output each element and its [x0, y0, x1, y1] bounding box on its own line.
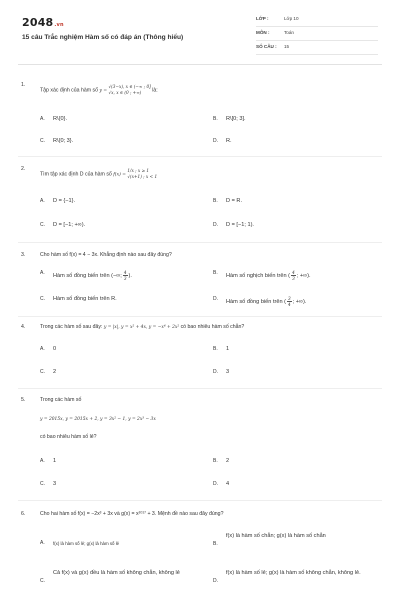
option-text: R\{0}.: [53, 116, 67, 122]
stem-equals: =: [103, 88, 108, 94]
option-text: D = [−1; +∞).: [53, 222, 86, 228]
question-divider: [18, 242, 382, 243]
logo-text: 2048: [22, 16, 54, 29]
option-label: A.: [40, 116, 45, 122]
option-label: C.: [40, 481, 45, 487]
logo-suffix: .vn: [54, 22, 64, 28]
option-text: [226, 296, 306, 307]
stem-text-post: có bao nhiêu hàm số chẵn?: [180, 324, 245, 330]
question-stem: Trong các hàm số: [40, 397, 82, 403]
meta-key: SỐ CÂU :: [256, 44, 277, 49]
question-stem: [40, 84, 370, 96]
option-label: A.: [40, 198, 45, 204]
question-number: 4.: [21, 324, 26, 330]
option-label: D.: [213, 369, 218, 375]
fraction-numerator: 4: [292, 270, 295, 275]
option-text: 4: [226, 481, 230, 487]
stem-text: Tập xác định của hàm số: [40, 87, 98, 94]
meta-row-count: [256, 42, 378, 55]
fraction-numerator: 3: [288, 296, 291, 301]
option-label: B.: [213, 116, 218, 122]
option-text-pre: Hàm số đồng biến trên (−∞;: [53, 272, 122, 279]
stem-math-text: y = 2015x, y = 2015x + 2, y = 3x² − 1, y = 2x³ − 3x: [40, 417, 156, 422]
question-number: 5.: [21, 397, 26, 403]
piecewise-function: [109, 84, 151, 96]
option-text: f(x) là hàm số chẵn; g(x) là hàm số chẵn: [226, 533, 326, 539]
document-title: 15 câu Trắc nghiệm Hàm số có đáp án (Thông hiểu): [22, 34, 184, 41]
meta-row-subject: [256, 28, 378, 41]
question-stem: Cho hàm số f(x) = 4 − 3x. Khẳng định nào sau đây đúng?: [40, 252, 172, 258]
piece-2: √(x+1) ; x < 1: [127, 174, 158, 179]
option-text-pre: Hàm số nghịch biến trên (: [226, 272, 291, 279]
option-label: B.: [213, 346, 218, 352]
option-text: D = [−1; 1).: [226, 222, 254, 228]
option-label: C.: [40, 296, 45, 302]
fraction: [123, 270, 128, 281]
option-label: C.: [40, 369, 45, 375]
meta-value: Toán: [284, 30, 294, 35]
option-text: [226, 270, 311, 281]
option-label: A.: [40, 270, 45, 276]
option-label: A.: [40, 458, 45, 464]
option-text: R.: [226, 138, 232, 144]
option-text: Cả f(x) và g(x) đều là hàm số không chẵn, không lẻ: [53, 570, 180, 576]
option-text: 2: [226, 458, 230, 464]
option-label: D.: [213, 578, 218, 584]
option-text: 2: [53, 369, 57, 375]
fraction-denominator: 3: [123, 276, 127, 281]
meta-key: MÔN :: [256, 30, 270, 35]
meta-value: 15: [284, 44, 290, 49]
fraction-denominator: 3: [292, 276, 295, 281]
stem-math: [40, 416, 370, 423]
option-label: D.: [213, 296, 218, 302]
option-label: B.: [213, 458, 218, 464]
option-text-pre: Hàm số đồng biến trên (: [226, 298, 287, 305]
option-text: 1: [226, 346, 230, 352]
option-label: C.: [40, 222, 45, 228]
option-text: 3: [226, 369, 230, 375]
piece-1: 1/x ; x ≥ 1: [127, 168, 150, 173]
option-text: 0: [53, 346, 57, 352]
question-stem: Cho hai hàm số f(x) = −2x³ + 3x và g(x) = x²⁰¹⁷ + 3. Mệnh đề nào sau đây đúng?: [40, 511, 224, 517]
option-label: B.: [213, 270, 218, 276]
piecewise-function: [127, 168, 157, 180]
question-number: 2.: [21, 166, 26, 172]
stem-text-post: có bao nhiêu hàm số lẻ?: [40, 434, 97, 440]
meta-key: LỚP :: [256, 16, 269, 21]
piece-2: √x, x ∈ (0 ; +∞): [108, 90, 142, 95]
option-text-post: ).: [128, 272, 132, 279]
stem-text: Tìm tập xác định D của hàm số: [40, 171, 112, 178]
option-label: A.: [40, 540, 45, 546]
option-label: B.: [213, 541, 218, 547]
option-text: 1: [53, 458, 57, 464]
question-stem: [40, 168, 370, 180]
option-label: D.: [213, 138, 218, 144]
piece-1: √(3−x), x ∈ (−∞ ; 0]: [108, 84, 151, 89]
option-text: D = {−1}.: [53, 198, 76, 204]
option-text: Hàm số đồng biến trên R.: [53, 296, 117, 302]
question-divider: [18, 500, 382, 501]
meta-row-class: [256, 14, 378, 27]
option-text-post: ; +∞).: [292, 298, 307, 305]
stem-variable: f(x): [113, 172, 121, 178]
stem-equals: =: [122, 172, 126, 178]
fraction-denominator: 4: [288, 302, 291, 307]
option-text: R\[0; 3].: [226, 116, 246, 122]
option-text: 3: [53, 481, 57, 487]
option-text-post: ; +∞).: [296, 272, 311, 279]
site-logo[interactable]: [22, 16, 64, 29]
question-stem: [40, 324, 370, 331]
question-number: 3.: [21, 252, 26, 258]
question-divider: [18, 156, 382, 157]
option-text: R\{0; 3}.: [53, 138, 74, 144]
question-divider: [18, 388, 382, 389]
stem-text-post: là:: [152, 87, 158, 94]
header-divider: [18, 64, 382, 65]
option-text: [53, 270, 132, 281]
option-label: C.: [40, 138, 45, 144]
fraction: [291, 270, 296, 281]
question-number: 6.: [21, 511, 26, 517]
option-text: f(x) là hàm số lẻ; g(x) là hàm số lẻ: [53, 541, 120, 546]
option-text: D = R.: [226, 198, 243, 204]
stem-math: y = |x|, y = x² + 4x, y = −x⁴ + 2x²: [103, 325, 180, 330]
meta-value: Lớp 10: [284, 16, 299, 21]
question-divider: [18, 316, 382, 317]
fraction: [287, 296, 292, 307]
fraction-numerator: 4: [123, 270, 127, 275]
option-text: f(x) là hàm số lẻ; g(x) là hàm số không chẵn, không lẻ.: [226, 570, 361, 576]
stem-variable: y: [99, 88, 102, 94]
option-label: C.: [40, 578, 45, 584]
question-number: 1.: [21, 82, 26, 88]
option-label: A.: [40, 346, 45, 352]
option-label: B.: [213, 198, 218, 204]
option-label: D.: [213, 481, 218, 487]
stem-text: Trong các hàm số sau đây:: [40, 324, 103, 330]
option-label: D.: [213, 222, 218, 228]
